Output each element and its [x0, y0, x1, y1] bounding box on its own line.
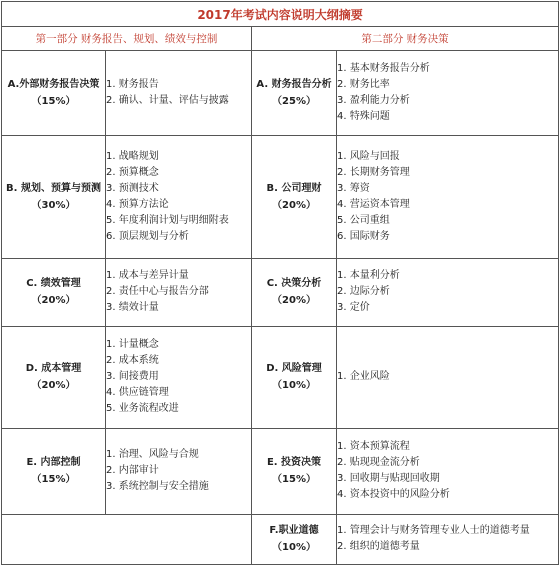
- section-title: B. 规划、预算与预测: [6, 182, 101, 194]
- list-item: 3. 间接费用: [106, 371, 159, 383]
- section-label: [252, 258, 337, 326]
- table-row: [2, 429, 559, 515]
- section-label: [252, 135, 337, 258]
- outline-table: [1, 1, 559, 565]
- section-weight: （15%）: [31, 474, 76, 486]
- list-item: 1. 财务报告: [106, 78, 159, 90]
- section-weight: （10%）: [272, 542, 316, 554]
- list-item: 6. 顶层规划与分析: [106, 230, 189, 242]
- table-row: [2, 514, 559, 564]
- table-row: [2, 258, 559, 326]
- section-items: [106, 258, 252, 326]
- section-items: [337, 135, 559, 258]
- list-item: 5. 公司重组: [337, 214, 390, 226]
- list-item: 1. 本量利分析: [337, 270, 400, 282]
- list-item: 2. 贴现现金流分析: [337, 457, 420, 469]
- section-label: [2, 429, 106, 515]
- section-weight: （15%）: [31, 95, 76, 107]
- table-title: 2017年考试内容说明大纲摘要: [2, 2, 559, 27]
- list-item: 1. 企业风险: [337, 371, 390, 383]
- list-item: 3. 绩效计量: [106, 302, 159, 314]
- empty-cell: [2, 514, 252, 564]
- section-title: A. 财务报告分析: [256, 78, 332, 90]
- list-item: 3. 系统控制与安全措施: [106, 481, 209, 493]
- section-label: [252, 51, 337, 136]
- list-item: 2. 确认、计量、评估与披露: [106, 94, 229, 106]
- list-item: 1. 基本财务报告分析: [337, 62, 430, 74]
- section-weight: （20%）: [272, 295, 316, 307]
- section-items: [106, 326, 252, 428]
- list-item: 3. 预测技术: [106, 182, 159, 194]
- list-item: 3. 盈利能力分析: [337, 94, 410, 106]
- list-item: 5. 业务流程改进: [106, 403, 179, 415]
- list-item: 3. 筹资: [337, 182, 370, 194]
- section-title: D. 风险管理: [266, 363, 322, 375]
- list-item: 4. 预算方法论: [106, 198, 169, 210]
- section-label: [2, 326, 106, 428]
- section-weight: （30%）: [31, 199, 76, 211]
- section-title: B. 公司理财: [266, 182, 322, 194]
- section-title: C. 决策分析: [266, 278, 322, 290]
- section-items: [106, 135, 252, 258]
- section-items: [337, 514, 559, 564]
- list-item: 2. 成本系统: [106, 355, 159, 367]
- list-item: 4. 营运资本管理: [337, 198, 410, 210]
- section-title: E. 内部控制: [26, 457, 81, 469]
- list-item: 2. 财务比率: [337, 78, 390, 90]
- section-title: D. 成本管理: [25, 363, 82, 375]
- table-row: [2, 135, 559, 258]
- list-item: 1. 战略规划: [106, 150, 159, 162]
- section-items: [337, 326, 559, 428]
- list-item: 2. 长期财务管理: [337, 166, 410, 178]
- list-item: 1. 资本预算流程: [337, 441, 410, 453]
- section-title: E. 投资决策: [266, 457, 322, 469]
- list-item: 3. 回收期与贴现回收期: [337, 473, 440, 485]
- section-title: C. 绩效管理: [26, 278, 81, 290]
- section-items: [106, 51, 252, 136]
- list-item: 5. 年度利润计划与明细附表: [106, 214, 229, 226]
- list-item: 1. 管理会计与财务管理专业人士的道德考量: [337, 525, 530, 537]
- section-items: [337, 258, 559, 326]
- section-weight: （15%）: [272, 474, 316, 486]
- section-label: [2, 135, 106, 258]
- section-label: [2, 258, 106, 326]
- section-items: [337, 51, 559, 136]
- table-row: [2, 51, 559, 136]
- list-item: 1. 计量概念: [106, 339, 159, 351]
- list-item: 4. 资本投资中的风险分析: [337, 489, 450, 501]
- section-items: [106, 429, 252, 515]
- list-item: 2. 内部审计: [106, 465, 159, 477]
- section-label: [2, 51, 106, 136]
- list-item: 4. 特殊问题: [337, 110, 390, 122]
- list-item: 2. 组织的道德考量: [337, 541, 420, 553]
- list-item: 2. 边际分析: [337, 286, 390, 298]
- list-item: 1. 治理、风险与合规: [106, 449, 199, 461]
- section-weight: （20%）: [272, 199, 316, 211]
- list-item: 1. 成本与差异计量: [106, 270, 189, 282]
- list-item: 6. 国际财务: [337, 230, 390, 242]
- list-item: 4. 供应链管理: [106, 387, 169, 399]
- table-row: [2, 326, 559, 428]
- section-label: [252, 514, 337, 564]
- list-item: 2. 责任中心与报告分部: [106, 286, 209, 298]
- section-weight: （20%）: [31, 295, 76, 307]
- section-title: F.职业道德: [269, 525, 319, 537]
- section-weight: （20%）: [31, 380, 76, 392]
- section-label: [252, 326, 337, 428]
- list-item: 2. 预算概念: [106, 166, 159, 178]
- list-item: 3. 定价: [337, 302, 370, 314]
- section-items: [337, 429, 559, 515]
- part2-header: 第二部分 财务决策: [252, 27, 559, 51]
- section-label: [252, 429, 337, 515]
- section-weight: （25%）: [272, 95, 316, 107]
- part1-header: 第一部分 财务报告、规划、绩效与控制: [2, 27, 252, 51]
- section-title: A.外部财务报告决策: [7, 78, 100, 90]
- list-item: 1. 风险与回报: [337, 150, 400, 162]
- section-weight: （10%）: [272, 380, 316, 392]
